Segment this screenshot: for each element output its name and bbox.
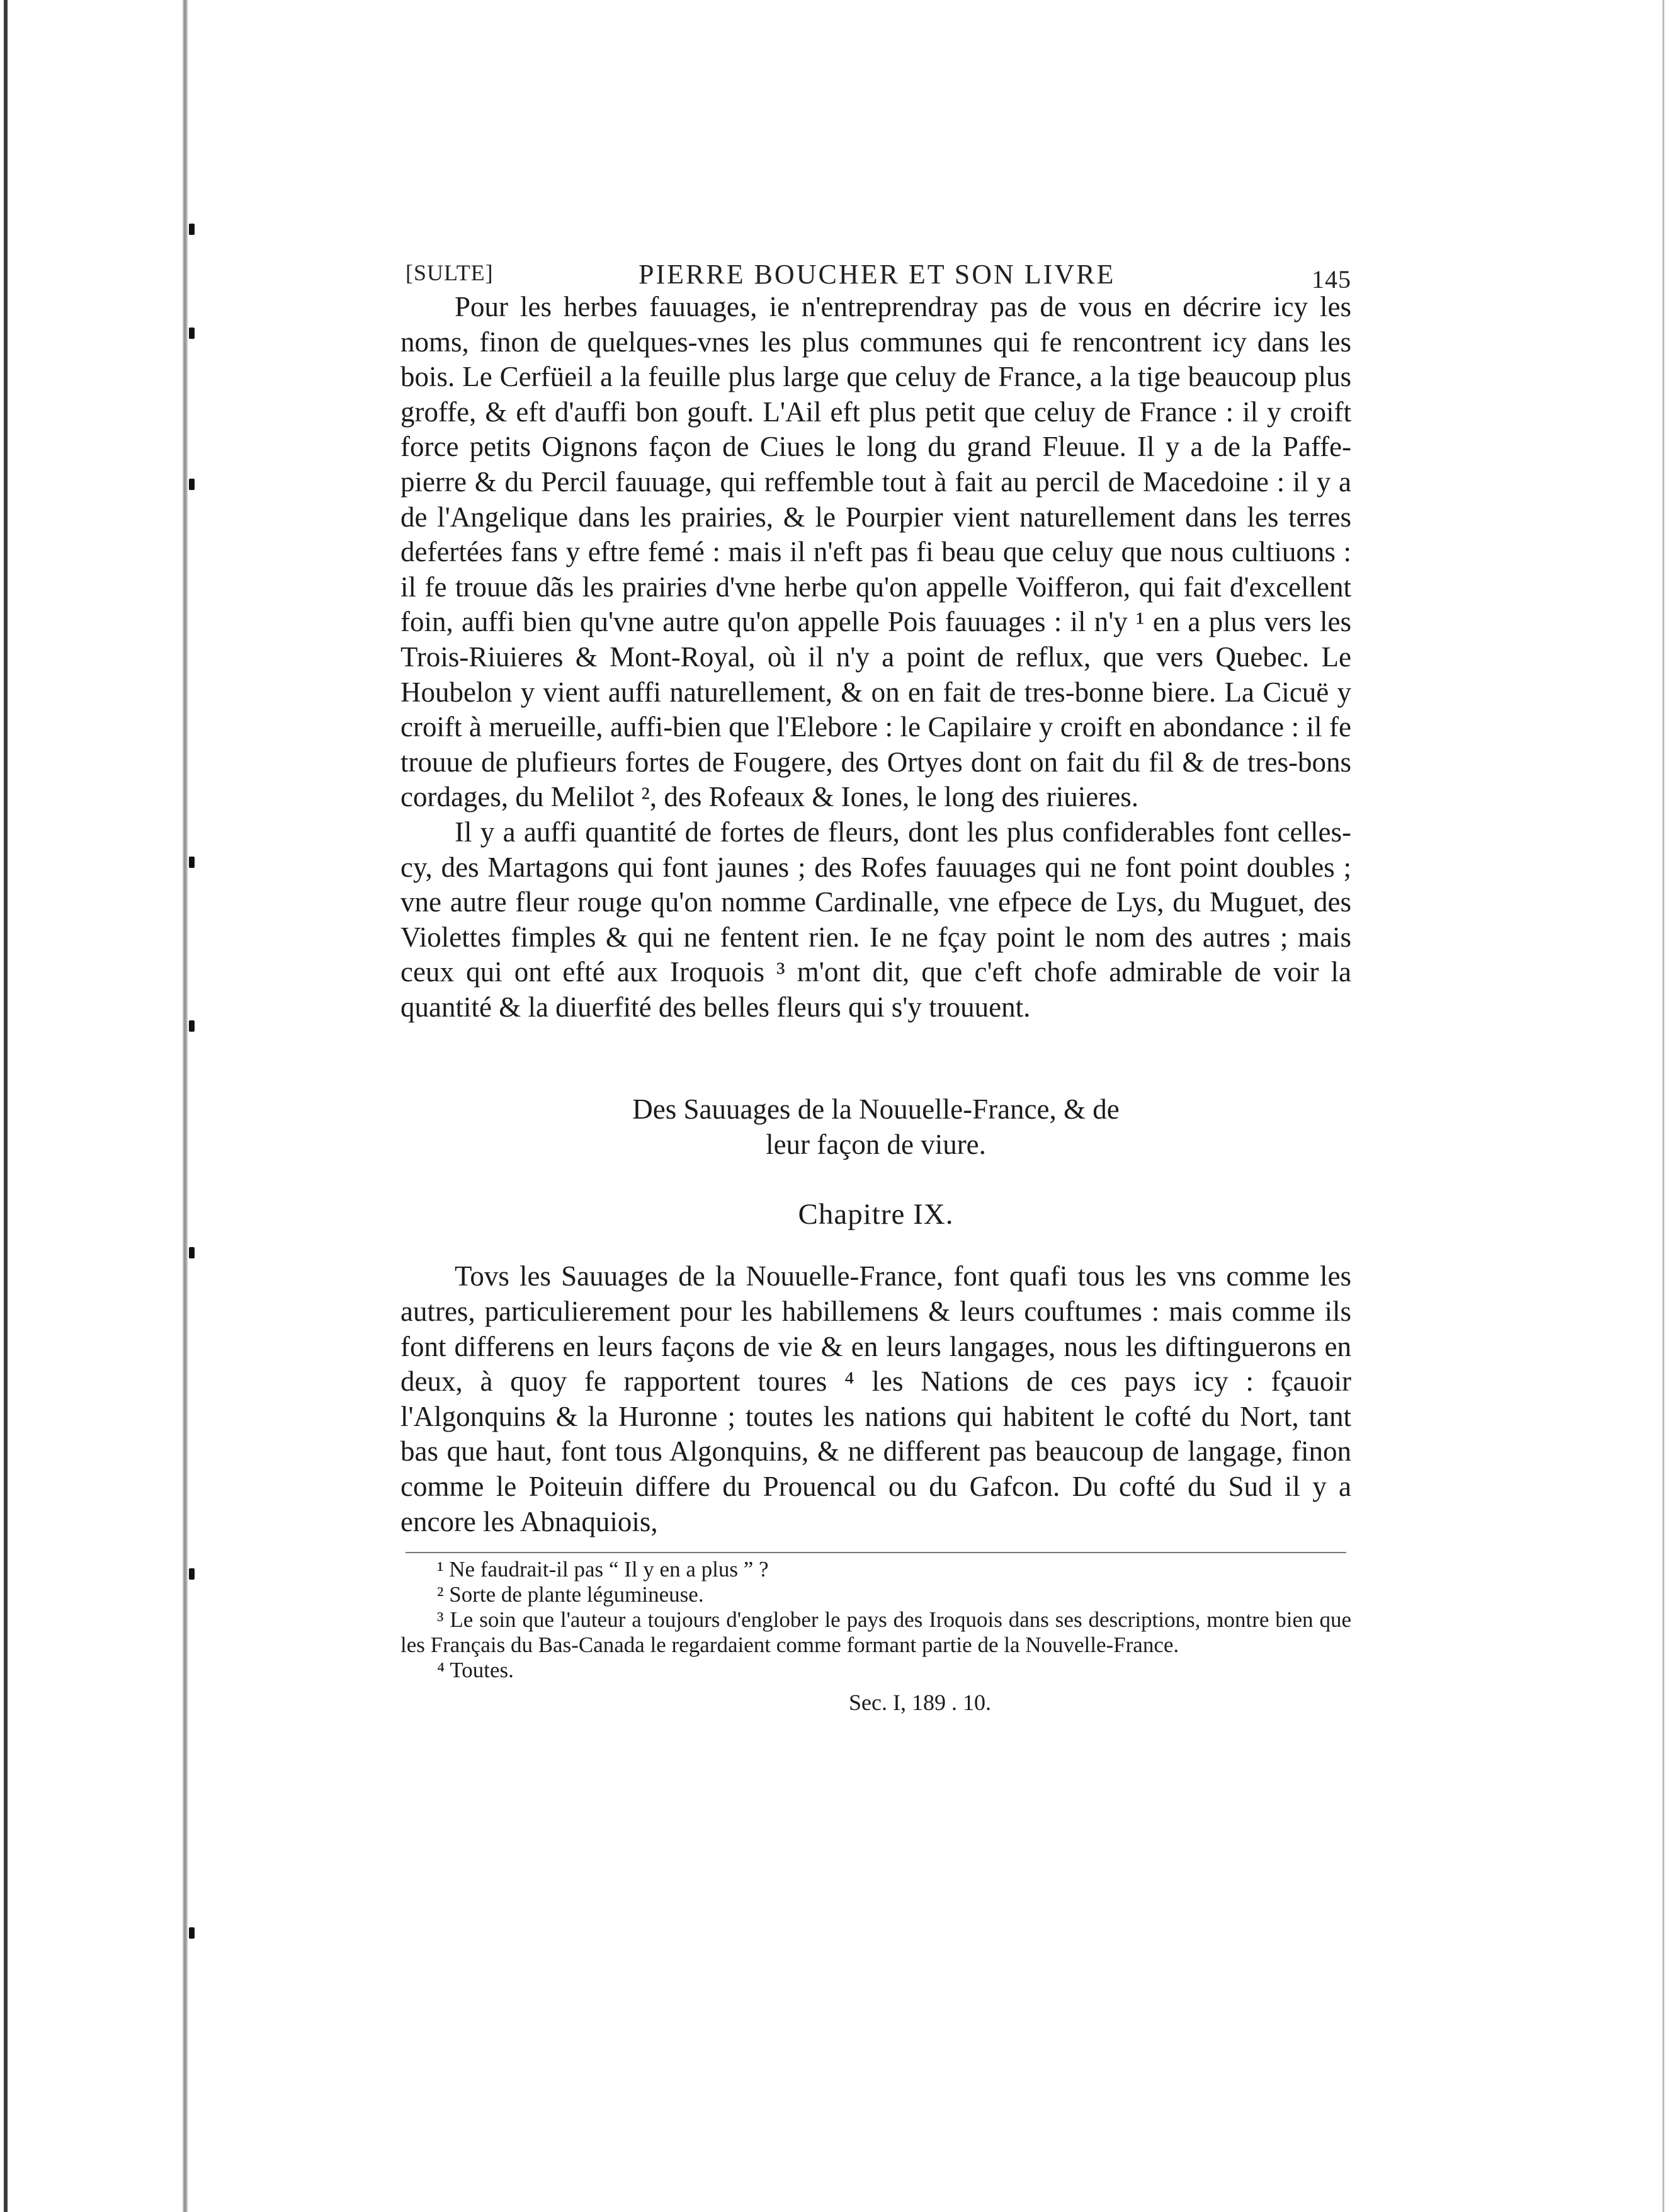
binding-mark bbox=[189, 857, 195, 868]
binding-mark bbox=[189, 224, 195, 235]
footnotes bbox=[400, 1557, 1351, 1683]
page-number: 145 bbox=[1312, 265, 1351, 294]
book-gutter bbox=[183, 0, 188, 2212]
section-heading-line1: Des Sauuages de la Nouuelle-France, & de bbox=[632, 1093, 1120, 1126]
running-head-title: PIERRE BOUCHER ET SON LIVRE bbox=[639, 259, 1116, 290]
chapter-text bbox=[400, 1259, 1351, 1539]
footnote-2: ² Sorte de plante légumineuse. bbox=[437, 1582, 704, 1607]
paragraph-fleurs: Il y a auffi quantité de fortes de fleurs, dont les plus confiderables font celles-cy, des Martagons qui font jaunes ; des Rofes fauuages qui ne font point doubles ; vne autre fleur rouge qu'on nomme Cardinalle, vne efpece de Lys, du Muguet, des Violettes fimples & qui ne fentent rien. Ie ne fçay point le nom des autres ; mais ceux qui ont efté aux Iroquois ³ m'ont dit, que c'eft chofe admirable de voir la quantité & la diuerfité des belles fleurs qui s'y trouuent. bbox=[400, 816, 1351, 1023]
footnote-rule bbox=[406, 1552, 1346, 1553]
footnote-3: ³ Le soin que l'auteur a toujours d'englober le pays des Iroquois dans ses descriptions, montre bien que les Français du Bas-Canada le regardaient comme formant partie de la Nouvelle-France. bbox=[400, 1607, 1351, 1658]
binding-mark bbox=[189, 1247, 195, 1258]
running-head bbox=[400, 252, 1351, 294]
paragraph-sauuages: Tovs les Sauuages de la Nouuelle-France, font quafi tous les vns comme les autres, particulierement pour les habillemens & leurs couftumes : mais comme ils font differens en leurs façons de vie & en leurs langages, nous les diftinguerons en deux, à quoy fe rapportent toures ⁴ les Nations de ces pays icy : fçauoir l'Algonquins & la Huronne ; toutes les nations qui habitent le cofté du Nort, tant bas que haut, font tous Algonquins, & ne different pas beaucoup de langage, finon comme le Poiteuin differe du Prouencal ou du Gafcon. Du cofté du Sud il y a encore les Abnaquiois, bbox=[400, 1260, 1351, 1537]
footnote-1: ¹ Ne faudrait-il pas “ Il y en a plus ” ? bbox=[437, 1557, 769, 1582]
body-text bbox=[400, 290, 1351, 1025]
section-heading bbox=[400, 1092, 1351, 1162]
binding-mark bbox=[189, 479, 195, 490]
footnote-4: ⁴ Toutes. bbox=[437, 1658, 514, 1683]
paragraph-herbes: Pour les herbes fauuages, ie n'entreprendray pas de vous en décrire icy les noms, finon de quelques-vnes les plus communes qui fe rencontrent icy dans les bois. Le Cerfüeil a la feuille plus large que celuy de France, a la tige beaucoup plus groffe, & eft d'auffi bon gouft. L'Ail eft plus petit que celuy de France : il y croift force petits Oignons façon de Ciues le long du grand Fleuue. Il y a de la Paffe-pierre & du Percil fauuage, qui reffemble tout à fait au percil de Macedoine : il y a de l'Angelique dans les prairies, & le Pourpier vient naturellement dans les terres defertées fans y eftre femé : mais il n'eft pas fi beau que celuy que nous cultiuons : il fe trouue dãs les prairies d'vne herbe qu'on appelle Voifferon, qui fait d'excellent foin, auffi bien qu'vne autre qu'on appelle Pois fauuages : il n'y ¹ en a plus vers les Trois-Riuieres & Mont-Royal, où il n'y a point de reflux, que vers Quebec. Le Houbelon y vient auffi naturellement, & on en fait de tres-bonne biere. La Cicuë y croift à merueille, auffi-bien que l'Elebore : le Capilaire y croift en abondance : il fe trouue de plufieurs fortes de Fougere, des Ortyes dont on fait du fil & de tres-bons cordages, du Melilot ², des Rofeaux & Iones, le long des riuieres. bbox=[400, 291, 1351, 813]
binding-mark bbox=[189, 1568, 195, 1580]
binding-mark bbox=[189, 328, 195, 339]
book-page bbox=[400, 252, 1351, 1716]
scan-left-edge bbox=[4, 0, 8, 2212]
running-head-author: [SULTE] bbox=[406, 260, 494, 285]
page-right-edge bbox=[1662, 0, 1664, 2212]
binding-mark bbox=[189, 1927, 195, 1939]
section-heading-line2: leur façon de viure. bbox=[766, 1129, 986, 1161]
printer-signature: Sec. I, 189 . 10. bbox=[849, 1690, 991, 1716]
chapter-title: Chapitre IX. bbox=[798, 1198, 954, 1231]
binding-mark bbox=[189, 1020, 195, 1032]
